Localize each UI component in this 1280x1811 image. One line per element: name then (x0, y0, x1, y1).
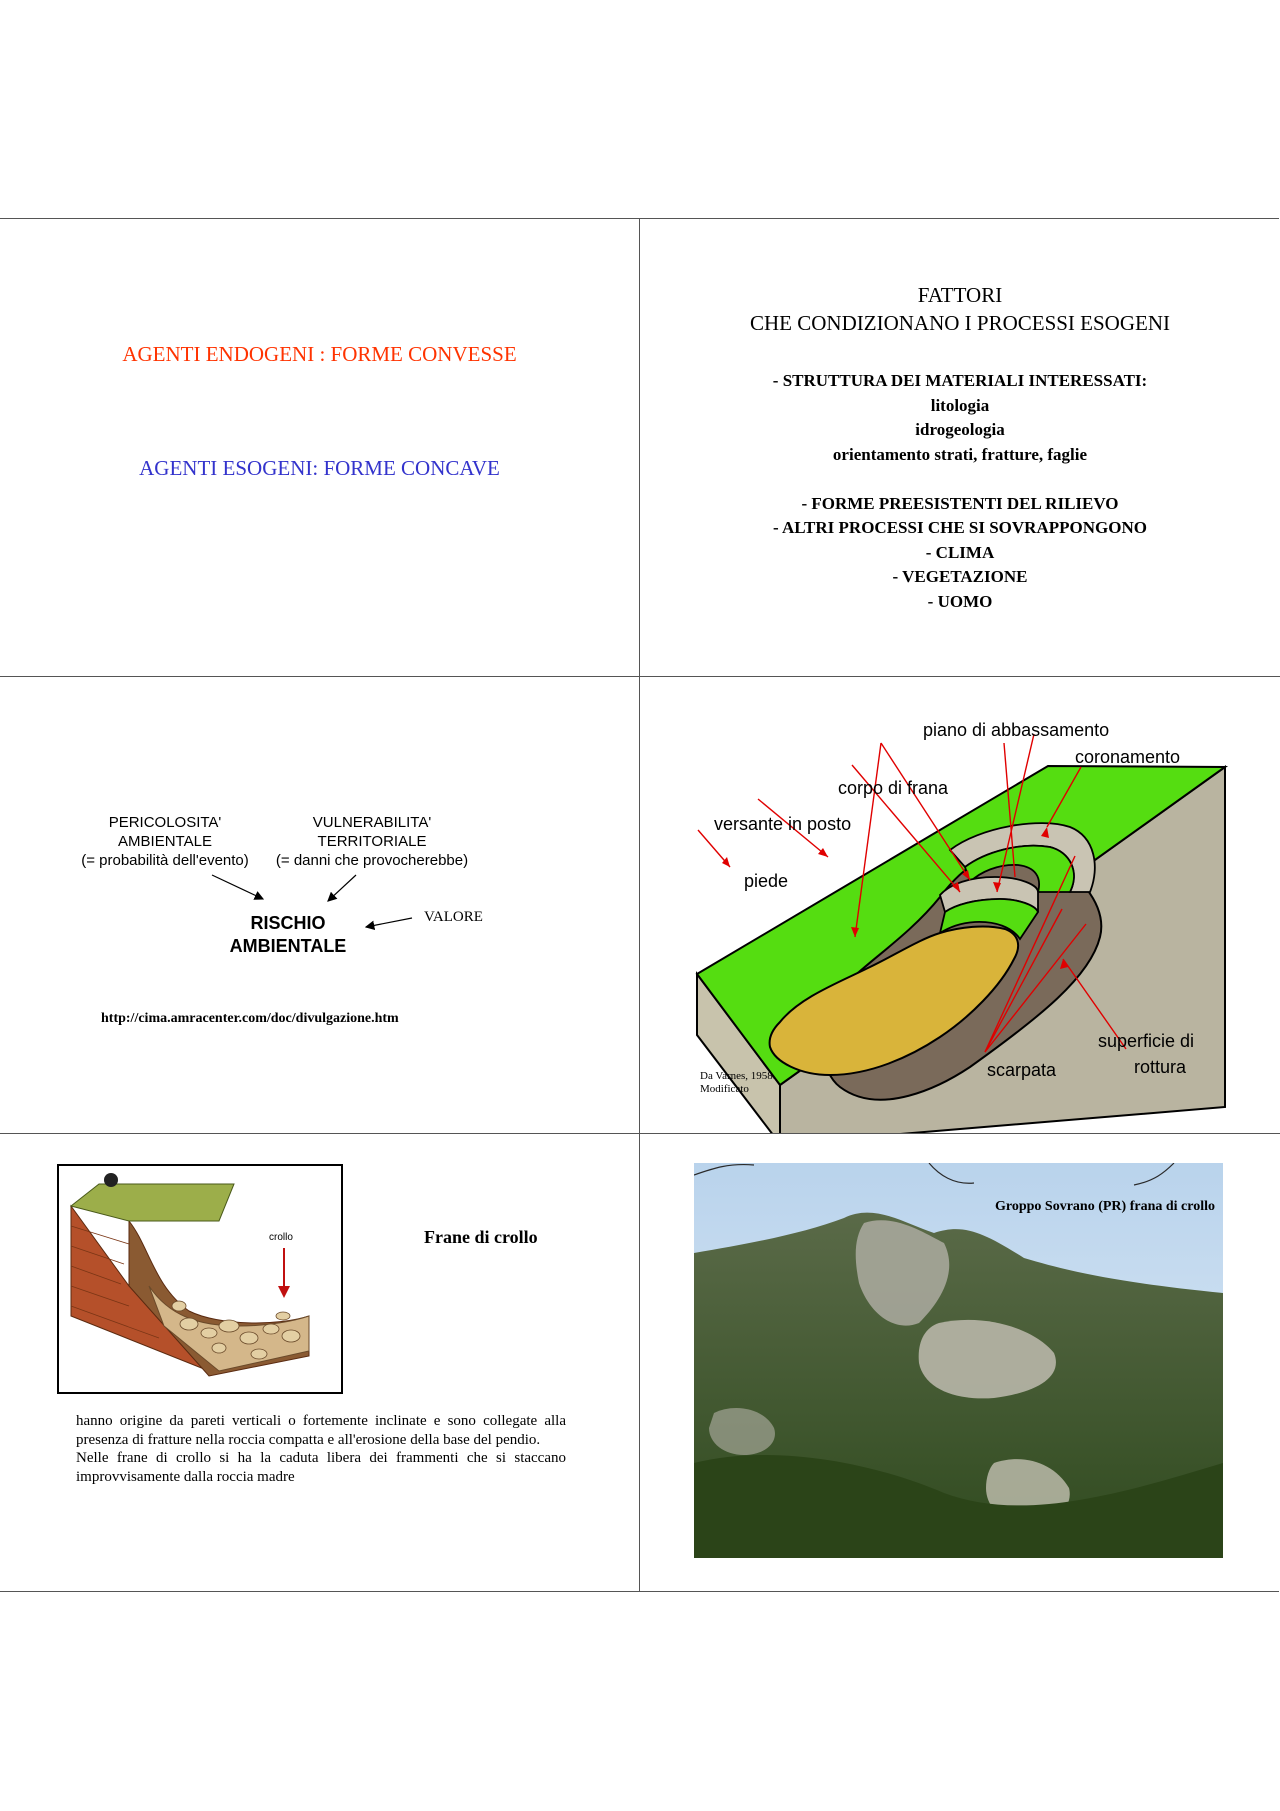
fattori-line: - CLIMA (925, 542, 995, 562)
label-piano-abbassamento: piano di abbassamento (923, 720, 1110, 740)
crollo-arrowhead (278, 1286, 290, 1298)
slide-fattori (640, 219, 1280, 676)
fattori-line: - VEGETAZIONE (892, 567, 1028, 586)
frane-crollo-paragraph: hanno origine da pareti verticali o fortemente inclinate e sono collegate alla presenza di fratture nella roccia compatta e all'erosione della base del pendio. (76, 1413, 566, 1448)
valore-label: VALORE (424, 909, 483, 925)
diagram-source-line: Da Varnes, 1958. (700, 1070, 776, 1082)
frane-crollo-title: Frane di crollo (424, 1227, 538, 1247)
crollo-label: crollo (269, 1232, 293, 1243)
rischio-line: AMBIENTALE (229, 936, 347, 956)
pericolosita-line: (= probabilità dell'evento) (81, 852, 249, 869)
slide-schema-frana (640, 677, 1280, 1133)
vulnerabilita-line: (= danni che provocherebbe) (275, 852, 469, 869)
photo-caption: Groppo Sovrano (PR) frana di crollo (995, 1199, 1215, 1214)
vulnerabilita-line: TERRITORIALE (317, 833, 427, 850)
fattori-title-line2: CHE CONDIZIONANO I PROCESSI ESOGENI (750, 311, 1170, 335)
slide-groppo-sovrano (640, 1134, 1280, 1590)
label-versante-in-posto: versante in posto (714, 814, 852, 834)
rockfall-illustration (59, 1166, 341, 1392)
pericolosita-line: PERICOLOSITA' (108, 814, 222, 831)
fattori-line: orientamento strati, fratture, faglie (832, 444, 1088, 464)
rockfall-figure-frame (57, 1164, 343, 1394)
frane-crollo-text (76, 1412, 566, 1486)
fattori-line: - ALTRI PROCESSI CHE SI SOVRAPPONGONO (773, 518, 1147, 537)
diagram-source (700, 1070, 776, 1096)
rischio-line: RISCHIO (250, 913, 326, 933)
label-superficie-di: superficie di (1098, 1031, 1195, 1051)
slide-rischio (0, 677, 639, 1133)
esogeni-heading: AGENTI ESOGENI: FORME CONCAVE (139, 456, 500, 480)
fattori-line: - STRUTTURA DEI MATERIALI INTERESSATI: (772, 371, 1148, 390)
diagram-source-line: Modificato (700, 1083, 749, 1095)
vulnerabilita-line: VULNERABILITA' (312, 814, 432, 831)
frane-crollo-paragraph: Nelle frane di crollo si ha la caduta libera dei frammenti che si staccano improvvisamente dalla roccia madre (76, 1450, 566, 1485)
tree-icon (104, 1173, 118, 1187)
fattori-title-line1: FATTORI (917, 283, 1003, 307)
endogeni-heading: AGENTI ENDOGENI : FORME CONVESSE (122, 342, 517, 366)
pericolosita-line: AMBIENTALE (118, 833, 212, 850)
fattori-title (640, 281, 1280, 337)
arrow-vulnerabilita (328, 875, 356, 901)
label-piede: piede (744, 871, 789, 891)
slide-agenti (0, 219, 639, 676)
fattori-line: idrogeologia (915, 420, 1005, 439)
mountain-photo-art (694, 1163, 1223, 1558)
fattori-line: - UOMO (927, 591, 993, 611)
label-corpo-di-frana: corpo di frana (838, 778, 949, 798)
arrow-pericolosita (212, 875, 263, 899)
label-coronamento: coronamento (1075, 747, 1181, 767)
fattori-line (640, 467, 1280, 492)
label-scarpata: scarpata (987, 1060, 1057, 1080)
fattori-line: litologia (930, 395, 990, 415)
cliff-top-grass (71, 1184, 234, 1221)
fattori-line: - FORME PREESISTENTI DEL RILIEVO (801, 493, 1119, 513)
slide-frane-crollo (0, 1134, 639, 1590)
label-rottura: rottura (1134, 1057, 1187, 1077)
rischio-label (188, 912, 388, 958)
fattori-list (640, 369, 1280, 614)
source-url[interactable]: http://cima.amracenter.com/doc/divulgazione.htm (101, 1011, 399, 1026)
rischio-arrows (0, 677, 639, 1133)
mountain-photo (694, 1163, 1223, 1558)
